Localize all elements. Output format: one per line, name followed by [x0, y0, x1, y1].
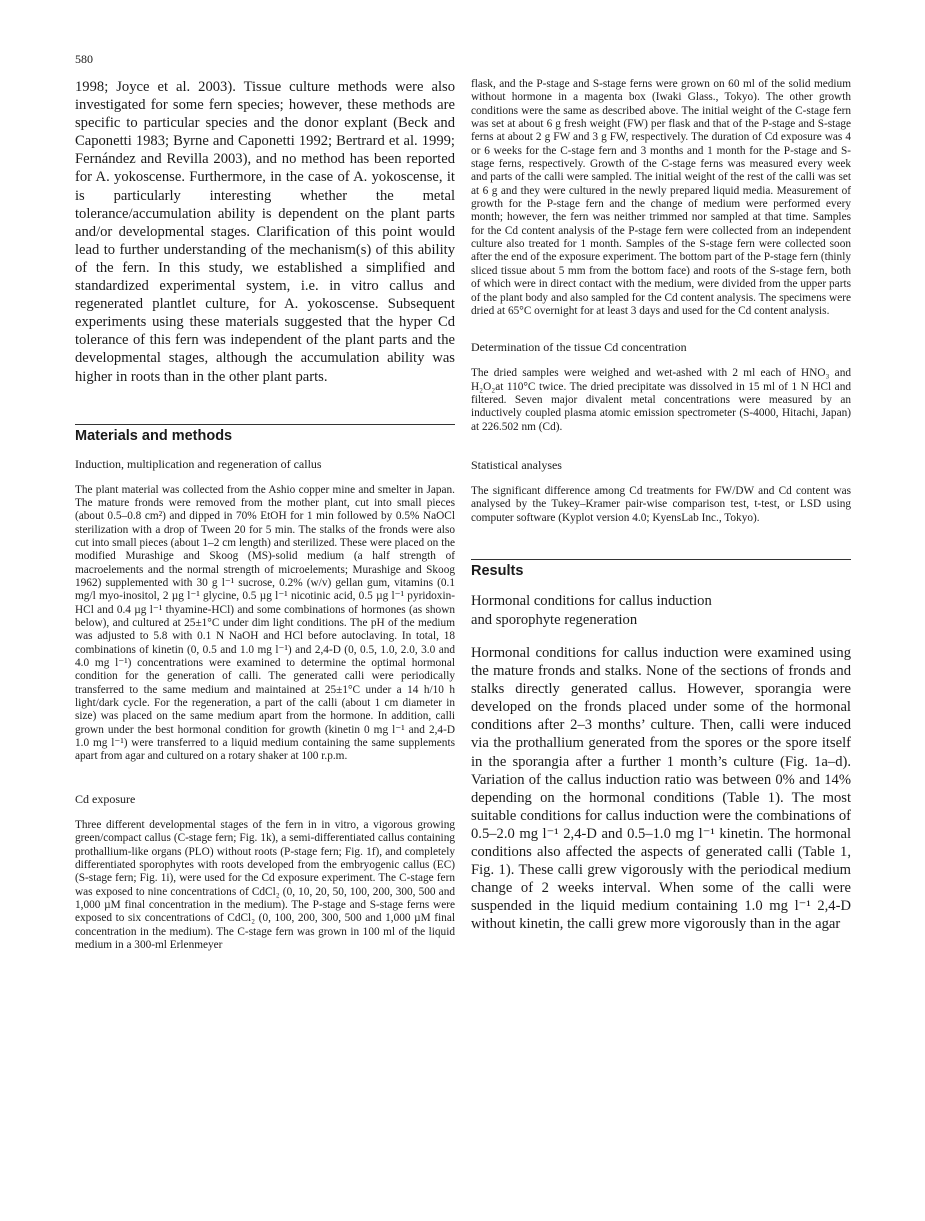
section-rule	[471, 559, 851, 560]
hormonal-paragraph: Hormonal conditions for callus induction were examined using the mature fronds and stalks. None of the sections of fronds and stalks directly generated callus. However, sporangia were developed on the fronds placed under some of the hormonal conditions after 2–3 months’ culture. Then, calli were induced via the prothallium generated from the spores or the spore itself in the sporangia after a further 1 month’s culture (Fig. 1a–d). Variation of the callus induction ratio was between 0% and 14% depending on the hormonal conditions (Table 1). The most suitable conditions for callus induction were the combinations of 0.5–2.0 mg l⁻¹ 2,4-D and 0.5–1.0 mg l⁻¹ kinetin. The hormonal conditions also affected the aspects of generated calli (Table 1, Fig. 1). These calli grew vigorously with the periodical medium change of 2 weeks interval. When some of the calli were suspended in the liquid medium containing 1.0 mg l⁻¹ 2,4-D without kinetin, the calli grew more vigorously than in the agar	[471, 644, 851, 933]
page-number: 580	[75, 52, 93, 66]
induction-subheading: Induction, multiplication and regeneration of callus	[75, 456, 322, 471]
statistical-subheading: Statistical analyses	[471, 457, 562, 472]
cd-exposure-subheading: Cd exposure	[75, 791, 136, 806]
induction-paragraph: The plant material was collected from the Ashio copper mine and smelter in Japan. The mature fronds were removed from the mother plant, cut into small pieces (about 0.5–0.8 cm²) and dipped in 70% EtOH for 1 min followed by 0.5% NaOCl sterilization with a drop of Tween 20 for 5 min. The stalks of the fronds were also cut into small pieces (about 1–2 cm length) and sterilized. These were placed on the modified Murashige and Skoog (MS)-solid medium (a half strength of macroelements and the normal strength of microelements; Murashige and Skoog 1962) supplemented with 30 g l⁻¹ sucrose, 0.2% (w/v) gellan gum, vitamins (0.1 mg/l myo-inositol, 2 µg l⁻¹ glycine, 0.5 µg l⁻¹ nicotinic acid, 0.5 µg l⁻¹ pyridoxin-HCl and 0.4 µg l⁻¹ thyamine-HCl) and some combinations of hormones (as shown below), and cultured at 25±1°C under dim light conditions. The pH of the medium was adjusted to 5.8 with 0.1 N NaOH and HCl before autoclaving. In total, 18 combinations of kinetin (0, 0.5 and 1.0 mg l⁻¹) and 2,4-D (0, 0.5, 1.0, 2.0, 3.0 and 4.0 mg l⁻¹) concentrations were examined to determine the optimal hormonal condition for the generation of calli. The generated calli were periodically transferred to the same medium and maintained at 25±1°C under a 14 h/10 h light/dark cycle. For the regeneration, a part of the calli (about 1 cm diameter in size) was placed on the same medium apart from the hormone. In addition, calli grown under the best hormonal condition for growth (kinetin 0 mg l⁻¹ and 2,4-D 1.0 mg l⁻¹) were transferred to a liquid medium containing the same supplements apart from agar and cultured on a rotary shaker at 100 r.p.m.	[75, 483, 455, 763]
cd-concentration-paragraph: The dried samples were weighed and wet-ashed with 2 ml each of HNO₃ and H₂O₂at 110°C twice. The dried precipitate was dissolved in 15 ml of 1 N HCl and filtered. Seven major divalent metal concentrations were measured by an inductively coupled plasma atomic emission spectrometer (S-4000, Hitachi, Japan) at 226.502 nm (Cd).	[471, 367, 851, 433]
hormonal-subheading-line2: and sporophyte regeneration	[471, 611, 638, 628]
results-heading: Results	[471, 562, 524, 579]
cd-concentration-subheading: Determination of the tissue Cd concentration	[471, 340, 687, 355]
cd-exposure-paragraph: Three different developmental stages of the fern in in vitro, a vigorous growing green/compact callus (C-stage fern; Fig. 1k), a semi-differentiated callus containing prothallium-like organs (PLO) without roots (P-stage fern; Fig. 1f), and completely differentiated sporophytes with roots developed from the embryogenic callus (EC) (S-stage fern; Fig. 1i), were used for the Cd exposure experiment. The C-stage fern was exposed to nine concentrations of CdCl₂ (0, 10, 20, 50, 100, 200, 300, 500 and 1,000 µM final concentration in the medium). The P-stage and S-stage ferns were exposed to six concentrations of CdCl₂ (0, 100, 200, 300, 500 and 1,000 µM final concentration in the medium). The C-stage fern was grown in 100 ml of the liquid medium in a 300-ml Erlenmeyer	[75, 818, 455, 951]
section-rule	[75, 424, 455, 425]
statistical-paragraph: The significant difference among Cd treatments for FW/DW and Cd content was analysed by the Tukey–Kramer pair-wise comparison test, t-test, or LSD using computer software (Kyplot version 4.0; KyensLab Inc., Tokyo).	[471, 484, 851, 524]
right-column	[471, 78, 851, 933]
hormonal-subheading-line1: Hormonal conditions for callus induction	[471, 592, 712, 609]
cd-exposure-continued-paragraph: flask, and the P-stage and S-stage ferns were grown on 60 ml of the solid medium without hormone in a magenta box (Iwaki Glass., Tokyo). The other growth conditions were the same as described above. The initial weight of the C-stage fern was set at about 6 g fresh weight (FW) per flask and that of the P-stage and S-stage ferns at about 2 g FW and 3 g FW, respectively. The duration of Cd exposure was 4 or 6 weeks for the C-stage fern and 3 months and 1 month for the P-stage and S-stage ferns, respectively. Growth of the C-stage ferns was measured every week and parts of the calli were sampled. The initial weight of the rest of the calli was set at 6 g and they were cultured in the newly prepared liquid media. Measurement of growth for the P-stage fern and the change of medium were performed every month; however, the fern was neither trimmed nor sampled at that time. Samples for the Cd content analysis of the P-stage fern were collected from an independent culture also treated for 1 month. Samples of the S-stage fern were collected soon after the end of the exposure experiment. The bottom part of the P-stage fern (thinly sliced tissue about 5 mm from the bottom face) and roots of the S-stage fern, both of which were in direct contact with the medium, were divided from the upper parts of the plant body and also sampled for the Cd content analysis. The specimens were dried at 65°C overnight for at least 3 days and used for the Cd content analysis.	[471, 78, 851, 317]
intro-paragraph: 1998; Joyce et al. 2003). Tissue culture methods were also investigated for some fern species; however, these methods are specific to particular species and the donor explant (Beck and Caponetti 1983; Byrne and Caponetti 1992; Bertrard et al. 1999; Fernández and Revilla 2003), and no method has been reported for A. yokoscense. Furthermore, in the case of A. yokoscense, it is particularly interesting whether the metal tolerance/accumulation ability is dependent on the plant parts and/or developmental stages. Clarification of this point would lead to further understanding of the mechanism(s) of this ability of the fern. In this study, we established a simplified and standardized experimental system, i.e. in vitro callus and regenerated plantlet culture, for A. yokoscense. Subsequent experiments using these materials suggested that the hyper Cd tolerance of this fern was independent of the plant parts and the developmental stages, although the accumulation ability was higher in roots than in the other plant parts.	[75, 79, 455, 385]
left-column	[75, 78, 455, 952]
materials-methods-heading: Materials and methods	[75, 427, 233, 444]
